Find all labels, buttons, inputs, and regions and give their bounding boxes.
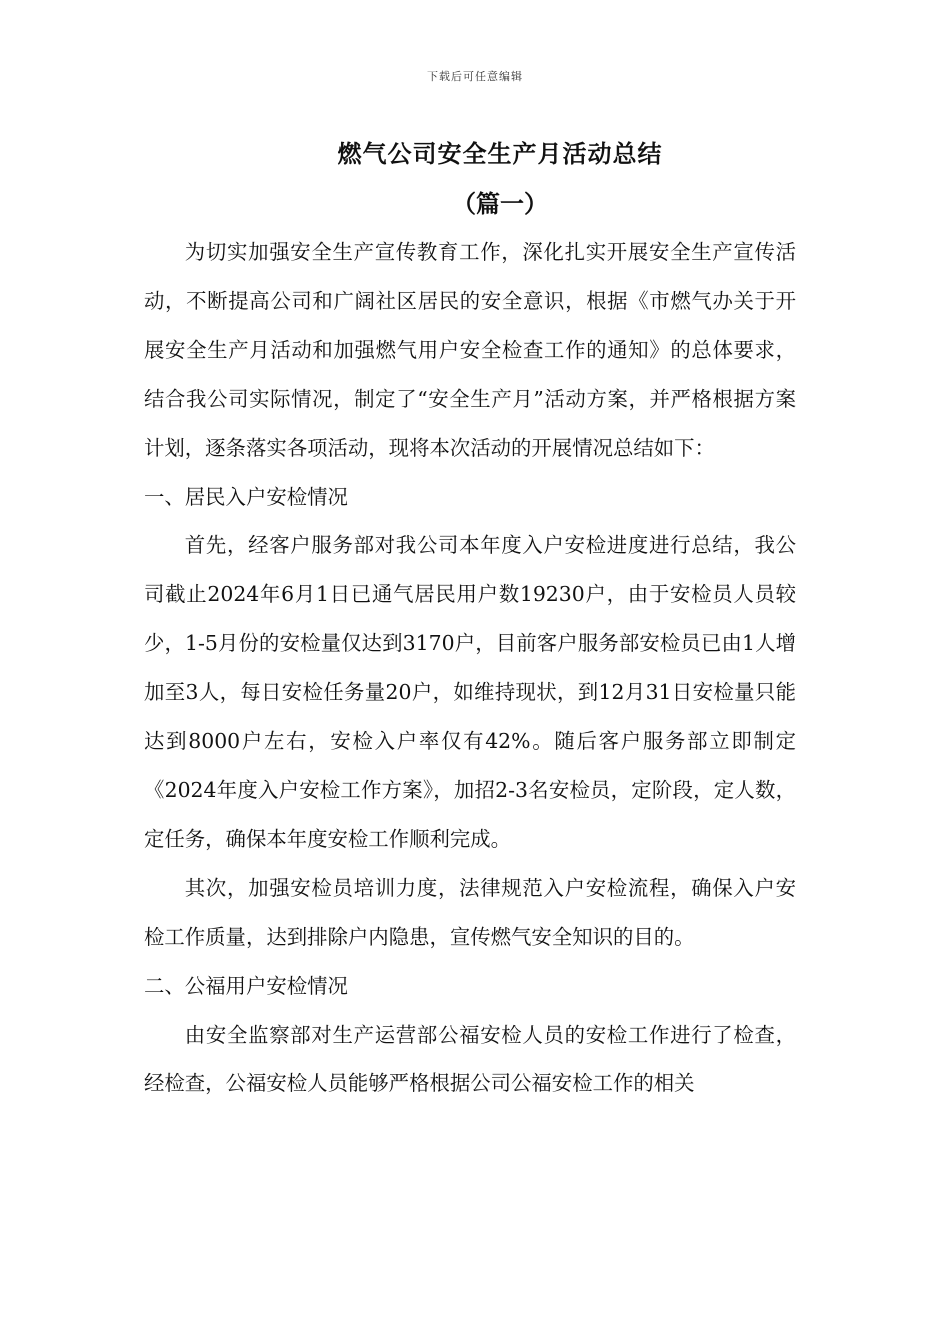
paragraph-commercial: 由安全监察部对生产运营部公福安检人员的安检工作进行了检查，经检查，公福安检人员能够严格根据公司公福安检工作的相关 bbox=[144, 1022, 796, 1096]
document-subtitle: （篇一） bbox=[452, 189, 548, 218]
section-heading-commercial: 二、公福用户安检情况 bbox=[144, 973, 348, 998]
paragraph-residential-second: 其次，加强安检员培训力度，法律规范入户安检流程，确保入户安检工作质量，达到排除户内隐患，宣传燃气安全知识的目的。 bbox=[144, 875, 796, 949]
document-body bbox=[144, 228, 796, 1108]
document-title: 燃气公司安全生产月活动总结 bbox=[337, 139, 663, 168]
section-heading-residential: 一、居民入户安检情况 bbox=[144, 484, 348, 509]
paragraph-intro: 为切实加强安全生产宣传教育工作，深化扎实开展安全生产宣传活动，不断提高公司和广阔社区居民的安全意识，根据《市燃气办关于开展安全生产月活动和加强燃气用户安全检查工作的通知》的总体要求，结合我公司实际情况，制定了“安全生产月”活动方案，并严格根据方案计划，逐条落实各项活动，现将本次活动的开展情况总结如下： bbox=[144, 240, 796, 460]
header-note: 下载后可任意编辑 bbox=[427, 70, 523, 83]
paragraph-residential-first: 首先，经客户服务部对我公司本年度入户安检进度进行总结，我公司截止2024年6月1日已通气居民用户数19230户，由于安检员人员较少，1-5月份的安检量仅达到3170户，目前客户服务部安检员已由1人增加至3人，每日安检任务量20户，如维持现状，到12月31日安检量只能达到8000户左右，安检入户率仅有42%。随后客户服务部立即制定《2024年度入户安检工作方案》，加招2-3名安检员，定阶段，定人数，定任务，确保本年度安检工作顺利完成。 bbox=[144, 533, 796, 851]
